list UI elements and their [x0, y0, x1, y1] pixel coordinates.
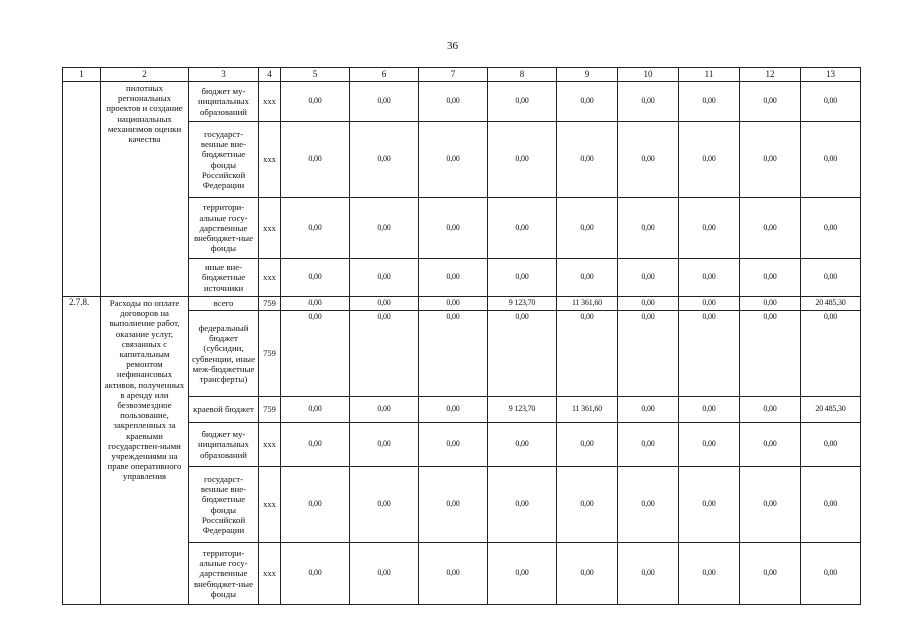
funding-source: бюджет му-ниципальных образований	[189, 82, 259, 122]
amount-cell: 0,00	[419, 122, 488, 198]
amount-cell: 0,00	[801, 82, 861, 122]
funding-source: территори-альные госу-дарственные внебюджет-ные фонды	[189, 543, 259, 605]
amount-cell: 0,00	[557, 198, 618, 259]
amount-cell: 0,00	[350, 543, 419, 605]
amount-cell: 0,00	[281, 259, 350, 297]
amount-cell: 0,00	[740, 467, 801, 543]
funding-source: всего	[189, 297, 259, 311]
amount-cell: 20 485,30	[801, 297, 861, 311]
amount-cell: 0,00	[557, 311, 618, 397]
amount-cell: 0,00	[740, 198, 801, 259]
amount-cell: 11 361,60	[557, 297, 618, 311]
amount-cell: 0,00	[801, 122, 861, 198]
amount-cell: 0,00	[679, 122, 740, 198]
amount-cell: 0,00	[281, 543, 350, 605]
amount-cell: 0,00	[801, 423, 861, 467]
amount-cell: 0,00	[281, 311, 350, 397]
budget-code: ххх	[259, 198, 281, 259]
amount-cell: 0,00	[419, 423, 488, 467]
amount-cell: 0,00	[679, 198, 740, 259]
column-header: 4	[259, 68, 281, 82]
amount-cell: 0,00	[679, 297, 740, 311]
item-number: 2.7.8.	[63, 297, 101, 605]
funding-source: иные вне-бюджетные источники	[189, 259, 259, 297]
budget-code: ххх	[259, 82, 281, 122]
amount-cell: 0,00	[419, 82, 488, 122]
funding-source: государст-венные вне-бюджетные фонды Российской Федерации	[189, 122, 259, 198]
amount-cell: 0,00	[557, 122, 618, 198]
column-header: 11	[679, 68, 740, 82]
amount-cell: 0,00	[419, 259, 488, 297]
amount-cell: 0,00	[618, 122, 679, 198]
amount-cell: 0,00	[281, 397, 350, 423]
amount-cell: 0,00	[350, 423, 419, 467]
amount-cell: 0,00	[488, 198, 557, 259]
budget-code: ххх	[259, 122, 281, 198]
amount-cell: 0,00	[419, 198, 488, 259]
amount-cell: 0,00	[557, 543, 618, 605]
amount-cell: 0,00	[679, 397, 740, 423]
amount-cell: 0,00	[618, 423, 679, 467]
amount-cell: 0,00	[281, 467, 350, 543]
amount-cell: 0,00	[350, 198, 419, 259]
amount-cell: 0,00	[488, 122, 557, 198]
amount-cell: 0,00	[488, 82, 557, 122]
amount-cell: 0,00	[281, 82, 350, 122]
amount-cell: 0,00	[488, 311, 557, 397]
column-header: 2	[101, 68, 189, 82]
column-number-row	[63, 68, 861, 82]
funding-source: федеральный бюджет (субсидии, субвенции, иные меж-бюджетные трансферты)	[189, 311, 259, 397]
amount-cell: 0,00	[488, 543, 557, 605]
budget-code: ххх	[259, 467, 281, 543]
amount-cell: 0,00	[740, 423, 801, 467]
amount-cell: 0,00	[618, 311, 679, 397]
amount-cell: 9 123,70	[488, 397, 557, 423]
budget-code: ххх	[259, 543, 281, 605]
amount-cell: 0,00	[350, 122, 419, 198]
amount-cell: 0,00	[618, 198, 679, 259]
amount-cell: 0,00	[740, 297, 801, 311]
amount-cell: 0,00	[618, 543, 679, 605]
amount-cell: 0,00	[281, 198, 350, 259]
amount-cell: 0,00	[801, 259, 861, 297]
amount-cell: 0,00	[618, 397, 679, 423]
column-header: 1	[63, 68, 101, 82]
amount-cell: 0,00	[679, 311, 740, 397]
amount-cell: 0,00	[679, 423, 740, 467]
amount-cell: 0,00	[557, 467, 618, 543]
amount-cell: 0,00	[740, 397, 801, 423]
amount-cell: 0,00	[281, 297, 350, 311]
amount-cell: 0,00	[618, 467, 679, 543]
funding-source: территори-альные госу-дарственные внебюджет-ные фонды	[189, 198, 259, 259]
amount-cell: 0,00	[679, 82, 740, 122]
funding-source: государст-венные вне-бюджетные фонды Российской Федерации	[189, 467, 259, 543]
amount-cell: 0,00	[350, 259, 419, 297]
amount-cell: 20 485,30	[801, 397, 861, 423]
amount-cell: 11 361,60	[557, 397, 618, 423]
amount-cell: 0,00	[419, 311, 488, 397]
column-header: 9	[557, 68, 618, 82]
funding-source: бюджет му-ниципальных образований	[189, 423, 259, 467]
amount-cell: 0,00	[419, 397, 488, 423]
amount-cell: 0,00	[350, 82, 419, 122]
page-number: 36	[447, 40, 458, 52]
column-header: 8	[488, 68, 557, 82]
amount-cell: 0,00	[281, 122, 350, 198]
column-header: 5	[281, 68, 350, 82]
item-description: пилотных региональных проектов и создание национальных механизмов оценки качества	[101, 82, 189, 297]
column-header: 3	[189, 68, 259, 82]
amount-cell: 0,00	[679, 543, 740, 605]
amount-cell: 0,00	[281, 423, 350, 467]
amount-cell: 0,00	[350, 467, 419, 543]
funding-source: краевой бюджет	[189, 397, 259, 423]
column-header: 10	[618, 68, 679, 82]
amount-cell: 0,00	[557, 259, 618, 297]
amount-cell: 0,00	[557, 82, 618, 122]
amount-cell: 0,00	[801, 467, 861, 543]
amount-cell: 0,00	[350, 297, 419, 311]
column-header: 12	[740, 68, 801, 82]
amount-cell: 0,00	[801, 543, 861, 605]
amount-cell: 0,00	[350, 311, 419, 397]
amount-cell: 0,00	[488, 423, 557, 467]
amount-cell: 9 123,70	[488, 297, 557, 311]
amount-cell: 0,00	[557, 423, 618, 467]
amount-cell: 0,00	[618, 259, 679, 297]
amount-cell: 0,00	[801, 311, 861, 397]
amount-cell: 0,00	[740, 82, 801, 122]
amount-cell: 0,00	[679, 467, 740, 543]
column-header: 6	[350, 68, 419, 82]
amount-cell: 0,00	[419, 297, 488, 311]
amount-cell: 0,00	[618, 82, 679, 122]
budget-code: 759	[259, 297, 281, 311]
table-row	[63, 82, 861, 122]
budget-code: 759	[259, 397, 281, 423]
amount-cell: 0,00	[419, 543, 488, 605]
amount-cell: 0,00	[419, 467, 488, 543]
amount-cell: 0,00	[740, 122, 801, 198]
amount-cell: 0,00	[488, 259, 557, 297]
budget-code: ххх	[259, 259, 281, 297]
amount-cell: 0,00	[350, 397, 419, 423]
column-header: 13	[801, 68, 861, 82]
amount-cell: 0,00	[740, 543, 801, 605]
item-number	[63, 82, 101, 297]
amount-cell: 0,00	[488, 467, 557, 543]
amount-cell: 0,00	[801, 198, 861, 259]
amount-cell: 0,00	[740, 311, 801, 397]
budget-code: ххх	[259, 423, 281, 467]
item-description: Расходы по оплате договоров на выполнение работ, оказание услуг, связанных с капитальным ремонтом нефинансовых активов, полученных в аренду или безвозмездное пользование, закрепленных за краевыми государствен-ными учреждениями на праве оперативного управления	[101, 297, 189, 605]
budget-code: 759	[259, 311, 281, 397]
amount-cell: 0,00	[679, 259, 740, 297]
amount-cell: 0,00	[618, 297, 679, 311]
column-header: 7	[419, 68, 488, 82]
amount-cell: 0,00	[740, 259, 801, 297]
budget-table	[62, 67, 861, 605]
table-row	[63, 297, 861, 311]
